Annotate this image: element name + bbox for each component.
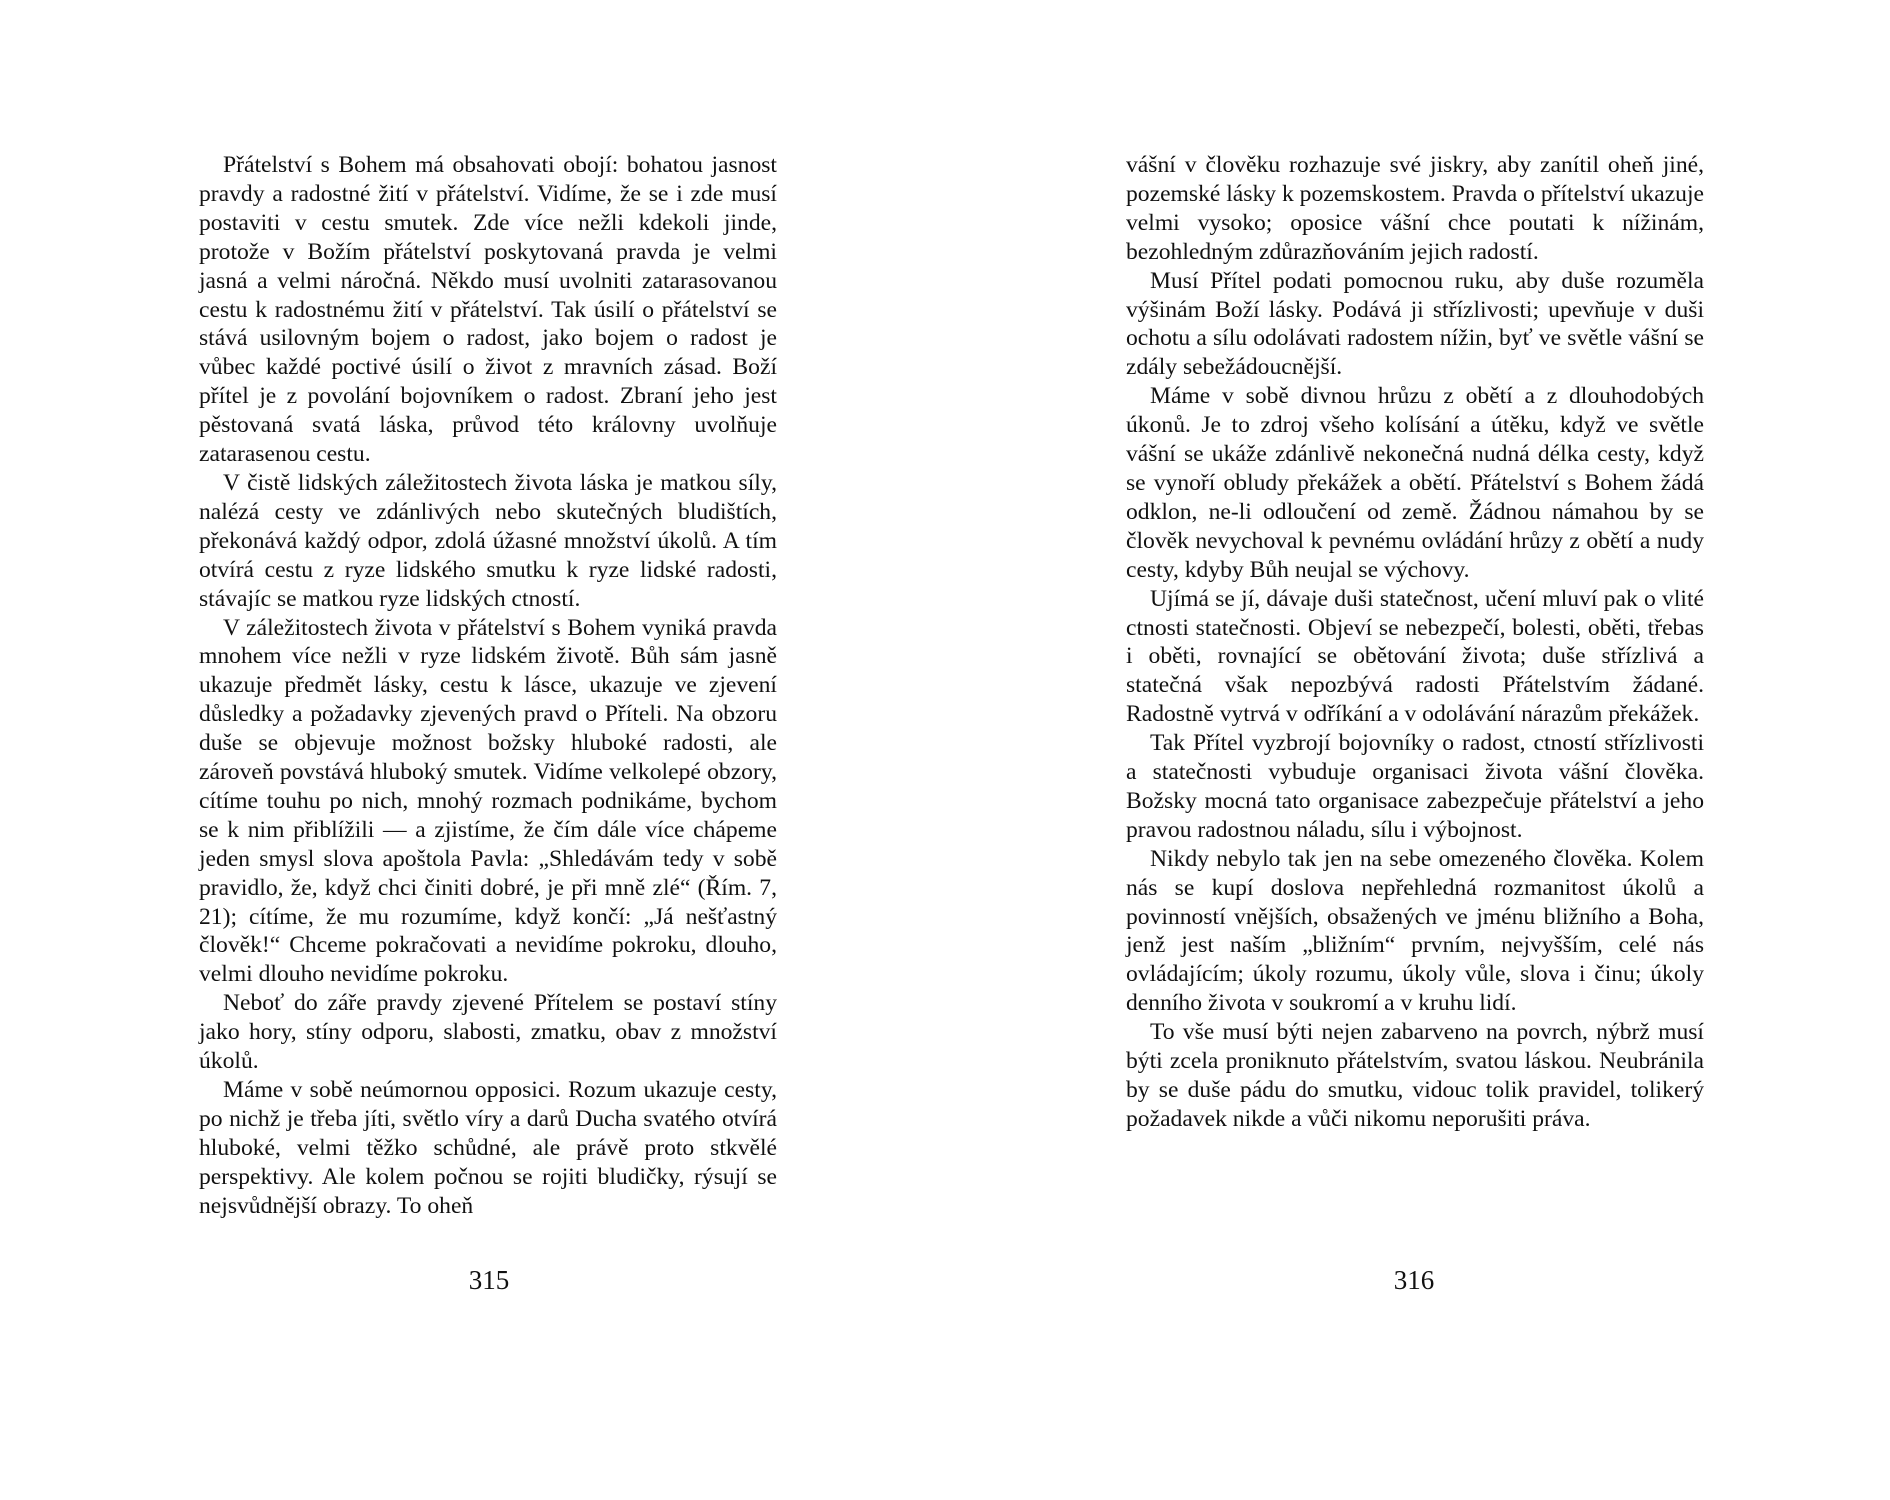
- paragraph: Tak Přítel vyzbrojí bojovníky o radost, ctností střízlivosti a statečnosti vybuduje organisaci života vášní člověka. Božsky mocná tato organisace zabezpečuje přátelství a jeho pravou radostnou náladu, sílu i výbojnost.: [1126, 730, 1704, 843]
- page-number: 316: [1393, 1265, 1435, 1295]
- paragraph: Máme v sobě neúmornou opposici. Rozum ukazuje cesty, po nichž je třeba jíti, světlo víry a darů Ducha svatého otvírá hluboké, velmi těžko schůdné, ale právě proto stkvělé perspektivy. Ale kolem počnou se rojiti bludičky, rýsují se nejsvůdnější obrazy. To oheň: [199, 1077, 777, 1219]
- paragraph: Ujímá se jí, dávaje duši statečnost, učení mluví pak o vlité ctnosti statečnosti. Objeví se nebezpečí, bolesti, oběti, třebas i oběti, rovnající se obětování života; duše střízlivá a statečná však nepozbývá radosti Přátelstvím žádané. Radostně vytrvá v odříkání a v odolávání nárazům překážek.: [1126, 585, 1704, 728]
- paragraph: Neboť do záře pravdy zjevené Přítelem se postaví stíny jako hory, stíny odporu, slabosti, zmatku, obav z množství úkolů.: [199, 990, 777, 1075]
- paragraph: Nikdy nebylo tak jen na sebe omezeného člověka. Kolem nás se kupí doslova nepřehledná rozmanitost úkolů a povinností vnějších, obsažených ve jménu bližního a Boha, jenž jest naším „bližním“ prvním, nejvyšším, celé nás ovládajícím; úkoly rozumu, úkoly vůle, slova i činu; úkoly denního života v soukromí a v kruhu lidí.: [1126, 845, 1704, 1017]
- paragraph: Přátelství s Bohem má obsahovati obojí: bohatou jasnost pravdy a radostné žití v přátelství. Vidíme, že se i zde musí postaviti v cestu smutek. Zde více nežli kdekoli jinde, protože v Božím přátelství poskytovaná pravda je velmi jasná a velmi náročná. Někdo musí uvolniti zatarasovanou cestu k radostnému žití v přátelství. Tak úsilí o přátelství se stává usilovným bojem o radost, jako bojem o radost je vůbec každé poctivé úsilí o život z mravních zásad. Boží přítel je z povolání bojovníkem o radost. Zbraní jeho jest pěstovaná svatá láska, průvod této královny uvolňuje zatarasenou cestu.: [199, 152, 777, 468]
- right-page-text: [1126, 151, 1704, 1134]
- paragraph: V čistě lidských záležitostech života láska je matkou síly, nalézá cesty ve zdánlivých nebo skutečných bludištích, překonává každý odpor, zdolá úžasné množství úkolů. A tím otvírá cestu z ryze lidského smutku k ryze lidské radosti, stávajíc se matkou ryze lidských ctností.: [199, 469, 777, 612]
- paragraph: Máme v sobě divnou hrůzu z obětí a z dlouhodobých úkonů. Je to zdroj všeho kolísání a útěku, když ve světle vášní se ukáže zdánlivě nekonečná nudná délka cesty, když se vynoří obludy překážek a obětí. Přátelství s Bohem žádá odklon, ne-li odloučení od země. Žádnou námahou by se člověk nevychoval k pevnému ovládání hrůzy z obětí a nudy cesty, kdyby Bůh neujal se výchovy.: [1126, 383, 1704, 583]
- page-number: 315: [468, 1265, 510, 1295]
- paragraph: vášní v člověku rozhazuje své jiskry, aby zanítil oheň jiné, pozemské lásky k pozemskostem. Pravda o přítelství ukazuje velmi vysoko; oposice vášní chce poutati k nížinám, bezohledným zdůrazňováním jejich radostí.: [1126, 152, 1704, 265]
- paragraph: To vše musí býti nejen zabarveno na povrch, nýbrž musí býti zcela proniknuto přátelstvím, svatou láskou. Neubránila by se duše pádu do smutku, vidouc tolik pravidel, tolikerý požadavek nikde a vůči nikomu neporušiti práva.: [1126, 1019, 1704, 1132]
- paragraph: Musí Přítel podati pomocnou ruku, aby duše rozuměla výšinám Boží lásky. Podává ji střízlivosti; upevňuje v duši ochotu a sílu odolávati radostem nížin, byť ve světle vášní se zdály sebežádoucnější.: [1126, 267, 1704, 381]
- right-page: [945, 0, 1890, 1500]
- paragraph: V záležitostech života v přátelství s Bohem vyniká pravda mnohem více nežli v ryze lidském životě. Bůh sám jasně ukazuje předmět lásky, cestu k lásce, ukazuje ve zjevení důsledky a požadavky zjevených pravd o Příteli. Na obzoru duše se objevuje možnost božsky hluboké radosti, ale zároveň povstává hluboký smutek. Vidíme velkolepé obzory, cítíme touhu po nich, mnohý rozmach podnikáme, bychom se k nim přiblížili — a zjistíme, že čím dále více chápeme jeden smysl slova apoštola Pavla: „Shledávám tedy v sobě pravidlo, že, když chci činiti dobré, je při mně zlé“ (Řím. 7, 21); cítíme, že mu rozumíme, když končí: „Já nešťastný člověk!“ Chceme pokračovati a nevidíme pokroku, dlouho, velmi dlouho nevidíme pokroku.: [199, 614, 777, 988]
- left-page-text: [199, 151, 777, 1221]
